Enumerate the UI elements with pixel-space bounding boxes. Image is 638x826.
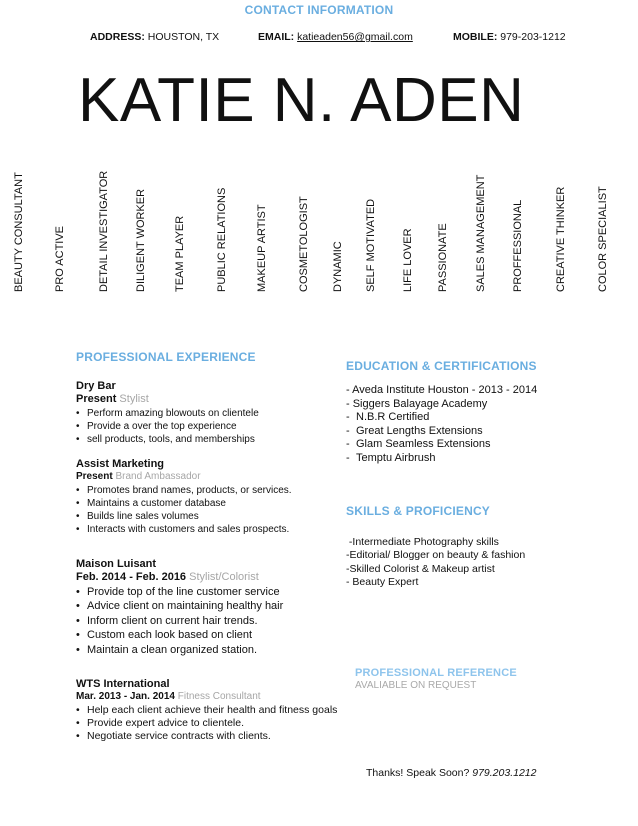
job-bullets [76, 484, 292, 536]
list-item: • Negotiate service contracts with clients. [76, 730, 271, 742]
address-value: HOUSTON, TX [147, 31, 220, 43]
list-item: • Provide top of the line customer service [76, 586, 280, 598]
list-item: -Intermediate Photography skills [346, 536, 499, 548]
trait-public-relations: PUBLIC RELATIONS [216, 187, 228, 292]
contact-email [258, 31, 413, 43]
job-title: Fitness Consultant [177, 691, 261, 702]
list-item: - Temptu Airbrush [346, 451, 436, 464]
address-label: ADDRESS: [90, 31, 145, 43]
education-list [346, 384, 537, 466]
list-item: - Great Lengths Extensions [346, 424, 483, 437]
reference-note: AVALIABLE ON REQUEST [355, 680, 477, 691]
trait-passionate: PASSIONATE [437, 223, 449, 292]
job-title: Stylist [119, 393, 149, 405]
contact-mobile [453, 31, 566, 43]
job-bullets [76, 585, 283, 657]
trait-team-player: TEAM PLAYER [174, 215, 186, 292]
job-company: Dry Bar [76, 380, 116, 392]
list-item: - Glam Seamless Extensions [346, 438, 491, 451]
skills-list [346, 536, 525, 590]
trait-pro-active: PRO ACTIVE [54, 225, 66, 292]
reference-heading: PROFESSIONAL REFERENCE [355, 667, 517, 679]
mobile-value: 979-203-1212 [500, 31, 566, 43]
closing-text: Thanks! Speak Soon? [366, 767, 470, 779]
trait-makeup-artist: MAKEUP ARTIST [256, 204, 268, 292]
list-item: • Interacts with customers and sales prospects. [76, 524, 290, 535]
job-period: Present [76, 393, 117, 405]
contact-heading: CONTACT INFORMATION [244, 3, 394, 17]
trait-dynamic: DYNAMIC [332, 241, 344, 292]
skills-heading: SKILLS & PROFICIENCY [346, 504, 491, 518]
job-title: Brand Ambassador [115, 471, 201, 482]
trait-creative-thinker: CREATIVE THINKER [555, 186, 567, 292]
list-item: • Provide a over the top experience [76, 421, 237, 432]
list-item: • Maintains a customer database [76, 498, 226, 509]
education-heading: EDUCATION & CERTIFICATIONS [346, 359, 537, 373]
list-item: • Advice client on maintaining healthy hair [76, 600, 284, 613]
list-item: - Siggers Balayage Academy [346, 397, 488, 410]
contact-address [90, 31, 219, 43]
job-period: Mar. 2013 - Jan. 2014 [76, 691, 175, 702]
list-item: • Provide expert advice to clientele. [76, 717, 245, 729]
job-period: Feb. 2014 - Feb. 2016 [76, 571, 187, 583]
list-item: -Skilled Colorist & Makeup artist [346, 562, 495, 575]
trait-detail-investigator: DETAIL INVESTIGATOR [98, 170, 110, 292]
job-role-line [76, 393, 149, 405]
closing-line [366, 767, 536, 779]
job-role-line [76, 691, 261, 702]
list-item: • Builds line sales volumes [76, 511, 199, 522]
list-item: - Aveda Institute Houston - 2013 - 2014 [346, 384, 538, 396]
trait-self-motivated: SELF MOTIVATED [365, 198, 377, 292]
job-company: Maison Luisant [76, 558, 157, 570]
experience-heading: PROFESSIONAL EXPERIENCE [76, 350, 256, 364]
job-company: WTS International [76, 678, 170, 690]
list-item: • Custom each look based on client [76, 629, 253, 642]
trait-life-lover: LIFE LOVER [402, 228, 414, 292]
job-role-line [76, 571, 259, 583]
trait-proffessional: PROFFESSIONAL [512, 199, 524, 292]
trait-color-specialist: COLOR SPECIALIST [597, 186, 609, 292]
list-item: • Help each client achieve their health and fitness goals [76, 704, 338, 716]
job-company: Assist Marketing [76, 458, 165, 470]
list-item: - Beauty Expert [346, 576, 419, 589]
trait-beauty-consultant: BEAUTY CONSULTANT [13, 172, 25, 292]
mobile-label: MOBILE: [453, 31, 498, 43]
list-item: • Inform client on current hair trends. [76, 614, 258, 627]
closing-phone: 979.203.1212 [472, 767, 537, 779]
job-bullets [76, 704, 337, 743]
job-role-line [76, 471, 201, 482]
list-item: • Perform amazing blowouts on clientele [76, 408, 259, 419]
candidate-name: KATIE N. ADEN [78, 66, 525, 135]
list-item: • Maintain a clean organized station. [76, 643, 257, 656]
job-bullets [76, 407, 259, 446]
email-label: EMAIL: [258, 31, 295, 43]
list-item: - N.B.R Certified [346, 411, 430, 424]
job-title: Stylist/Colorist [189, 571, 259, 583]
job-period: Present [76, 471, 113, 482]
list-item: • Promotes brand names, products, or services. [76, 485, 292, 496]
email-link[interactable]: katieaden56@gmail.com [297, 31, 413, 43]
list-item: • sell products, tools, and memberships [76, 434, 255, 445]
trait-diligent-worker: DILIGENT WORKER [135, 188, 147, 292]
trait-sales-management: SALES MANAGEMENT [475, 174, 487, 292]
trait-cosmetologist: COSMETOLOGIST [298, 196, 310, 292]
list-item: -Editorial/ Blogger on beauty & fashion [346, 549, 526, 562]
